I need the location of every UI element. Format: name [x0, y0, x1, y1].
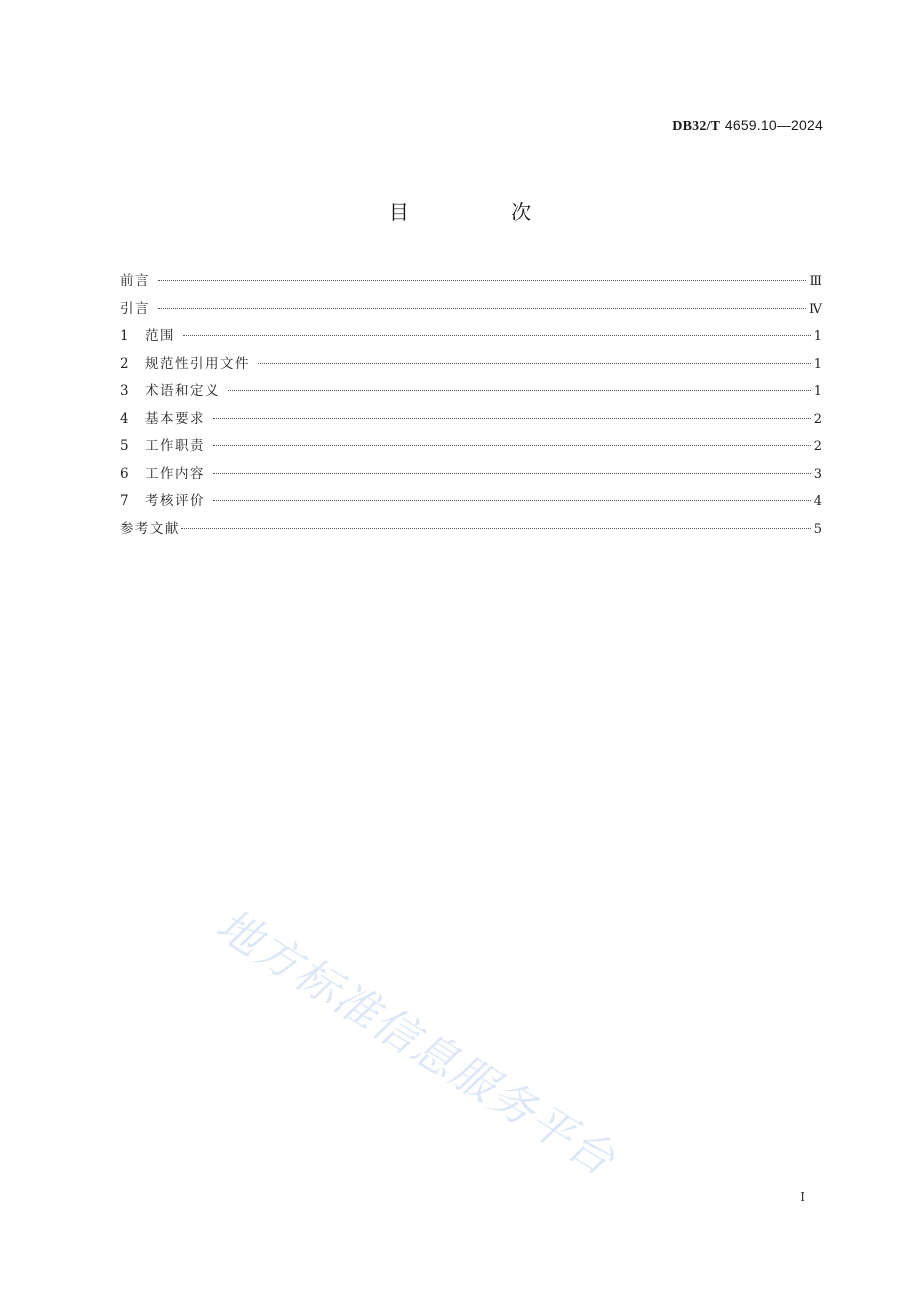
toc-entry-number: 5 — [120, 438, 129, 454]
toc-entry-label: 范围 — [145, 328, 175, 344]
toc-entry-label: 参考文献 — [120, 520, 180, 537]
toc-entry-number: 7 — [120, 493, 129, 509]
toc-entry-number: 3 — [120, 383, 129, 399]
toc-entry-number: 1 — [120, 328, 129, 344]
toc-entry-label: 前言 — [120, 273, 150, 289]
toc-entry-page: 2 — [813, 411, 822, 427]
toc-entry-page: 4 — [813, 494, 822, 509]
toc-entry-number: 2 — [120, 355, 129, 372]
standard-code-prefix: DB — [672, 119, 693, 134]
table-of-contents — [120, 268, 822, 543]
toc-entry-page: Ⅳ — [809, 301, 822, 317]
page-number: I — [800, 1190, 805, 1204]
toc-entry-label: 基本要求 — [145, 410, 205, 427]
toc-leader-dots — [258, 363, 811, 364]
toc-entry-label: 考核评价 — [145, 493, 205, 509]
page-title: 目 次 — [388, 200, 580, 224]
toc-entry-label: 引言 — [120, 300, 150, 317]
toc-leader-dots — [181, 528, 811, 529]
toc-entry-page: 2 — [813, 439, 822, 454]
toc-entry-label: 规范性引用文件 — [145, 355, 250, 372]
standard-code-number: 4659.10—2024 — [724, 117, 823, 133]
toc-entry-label: 工作内容 — [145, 465, 205, 482]
toc-entry-page: Ⅲ — [809, 274, 822, 289]
toc-entry-foreword[interactable] — [120, 268, 822, 296]
toc-entry-page: 1 — [813, 356, 822, 372]
watermark-text: 地方标准信息服务平台 — [207, 899, 625, 1187]
toc-entry-introduction[interactable] — [120, 296, 822, 324]
toc-entry-label: 术语和定义 — [145, 383, 220, 399]
toc-entry-scope[interactable] — [120, 323, 822, 351]
toc-leader-dots — [158, 308, 806, 309]
toc-entry-bibliography[interactable] — [120, 516, 822, 544]
toc-entry-responsibilities[interactable] — [120, 433, 822, 461]
toc-leader-dots — [213, 473, 811, 474]
standard-code-type: 32/T — [692, 119, 721, 134]
toc-leader-dots — [213, 418, 811, 419]
toc-entry-normative-references[interactable] — [120, 351, 822, 379]
toc-entry-number: 4 — [120, 410, 129, 427]
toc-entry-terms-definitions[interactable] — [120, 378, 822, 406]
toc-entry-page: 3 — [813, 466, 822, 482]
toc-leader-dots — [158, 280, 806, 281]
toc-entry-number: 6 — [120, 465, 129, 482]
toc-entry-basic-requirements[interactable] — [120, 406, 822, 434]
toc-entry-work-content[interactable] — [120, 461, 822, 489]
toc-leader-dots — [213, 500, 811, 501]
toc-leader-dots — [183, 335, 811, 336]
toc-entry-page: 5 — [813, 521, 822, 537]
toc-entry-assessment[interactable] — [120, 488, 822, 516]
toc-entry-label: 工作职责 — [145, 438, 205, 454]
toc-entry-page: 1 — [813, 384, 822, 399]
toc-leader-dots — [213, 445, 811, 446]
toc-entry-page: 1 — [813, 329, 822, 344]
standard-code — [672, 117, 823, 135]
toc-leader-dots — [228, 390, 811, 391]
